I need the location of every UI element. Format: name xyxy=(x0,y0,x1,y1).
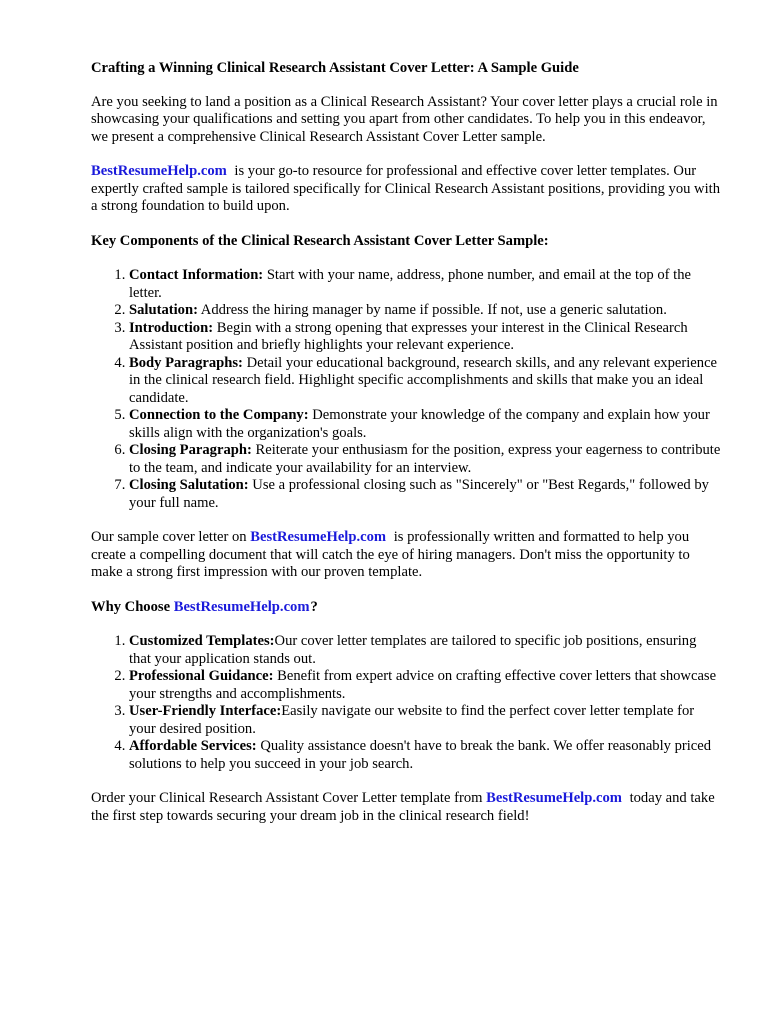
list-item-term: Professional Guidance: xyxy=(129,668,274,684)
why-heading-before: Why Choose xyxy=(91,598,174,615)
why-heading-after: ? xyxy=(310,598,318,615)
list-item-text: Easily navigate our website to find the perfect cover letter template for your desired position. xyxy=(129,703,695,737)
list-item xyxy=(129,633,721,668)
document-page xyxy=(91,60,721,842)
list-item-term: Customized Templates: xyxy=(129,633,275,649)
list-item-text: Use a professional closing such as "Sincerely" or "Best Regards," followed by your full name. xyxy=(129,477,709,511)
list-item xyxy=(129,407,721,442)
list-item-term: Closing Salutation: xyxy=(129,477,249,493)
intro-paragraph: Are you seeking to land a position as a Clinical Research Assistant? Your cover letter plays a crucial role in showcasing your qualifications and setting you apart from other candidates. To help you in this endeavor, we present a comprehensive Clinical Research Assistant Cover Letter sample. xyxy=(91,93,718,145)
sample-text-before: Our sample cover letter on xyxy=(91,529,251,545)
list-item-term: Introduction: xyxy=(129,319,214,336)
list-item xyxy=(129,302,721,320)
list-item-text: Detail your educational background, research skills, and any relevant experience in the clinical research field. Highlight specific accomplishments and skills that make you an ideal candidate. xyxy=(129,354,718,406)
list-item-text: Begin with a strong opening that expresses your interest in the Clinical Research Assistant position and briefly highlights your relevant experience. xyxy=(129,319,688,353)
list-item-term: Connection to the Company: xyxy=(129,407,309,423)
list-item-term: Affordable Services: xyxy=(129,738,257,754)
list-item-text: Quality assistance doesn't have to break the bank. We offer reasonably priced solutions to help you succeed in your job search. xyxy=(129,738,712,772)
order-text-after: today and take the first step towards securing your dream job in the clinical research field! xyxy=(91,790,715,824)
site-link[interactable]: BestResumeHelp.com xyxy=(486,790,622,806)
page-title: Crafting a Winning Clinical Research Assistant Cover Letter: A Sample Guide xyxy=(91,60,579,76)
list-item-text: Reiterate your enthusiasm for the position, express your eagerness to contribute to the team, and indicate your availability for an interview. xyxy=(129,442,721,476)
list-item-text: Benefit from expert advice on crafting effective cover letters that showcase your strengths and accomplishments. xyxy=(129,668,717,702)
key-components-list xyxy=(91,267,721,512)
site-link[interactable]: BestResumeHelp.com xyxy=(173,598,310,615)
resource-paragraph xyxy=(91,163,721,216)
list-item-text: Start with your name, address, phone number, and email at the top of the letter. xyxy=(129,267,691,301)
list-item xyxy=(129,703,721,738)
list-item xyxy=(129,267,721,302)
list-item-text: Demonstrate your knowledge of the company and explain how your skills align with the organization's goals. xyxy=(129,407,710,441)
list-item xyxy=(129,668,721,703)
sample-text-after: is professionally written and formatted to help you create a compelling document that will catch the eye of hiring managers. Don't miss the opportunity to make a strong first impression with our proven template. xyxy=(91,529,690,580)
list-item-text: Our cover letter templates are tailored to specific job positions, ensuring that your application stands out. xyxy=(129,633,697,667)
why-choose-list xyxy=(91,633,721,773)
list-item xyxy=(129,442,721,477)
list-item xyxy=(129,320,721,355)
order-text-before: Order your Clinical Research Assistant Cover Letter template from xyxy=(91,790,487,806)
list-item xyxy=(129,355,721,408)
why-choose-heading xyxy=(91,599,721,617)
resource-text: is your go-to resource for professional and effective cover letter templates. Our expertly crafted sample is tailored specifically for Clinical Research Assistant positions, providing you with a strong foundation to build upon. xyxy=(91,163,721,214)
site-link[interactable]: BestResumeHelp.com xyxy=(250,529,387,545)
list-item xyxy=(129,738,721,773)
list-item-term: Closing Paragraph: xyxy=(129,442,252,458)
list-item-term: Contact Information: xyxy=(129,267,264,283)
list-item-term: Body Paragraphs: xyxy=(129,354,243,371)
key-components-heading: Key Components of the Clinical Research Assistant Cover Letter Sample: xyxy=(91,232,549,249)
list-item-term: User-Friendly Interface: xyxy=(129,703,282,719)
order-paragraph xyxy=(91,790,721,825)
list-item-text: Address the hiring manager by name if possible. If not, use a generic salutation. xyxy=(197,302,667,318)
site-link[interactable]: BestResumeHelp.com xyxy=(91,163,227,179)
list-item-term: Salutation: xyxy=(129,302,198,318)
sample-paragraph xyxy=(91,529,721,582)
list-item xyxy=(129,477,721,512)
